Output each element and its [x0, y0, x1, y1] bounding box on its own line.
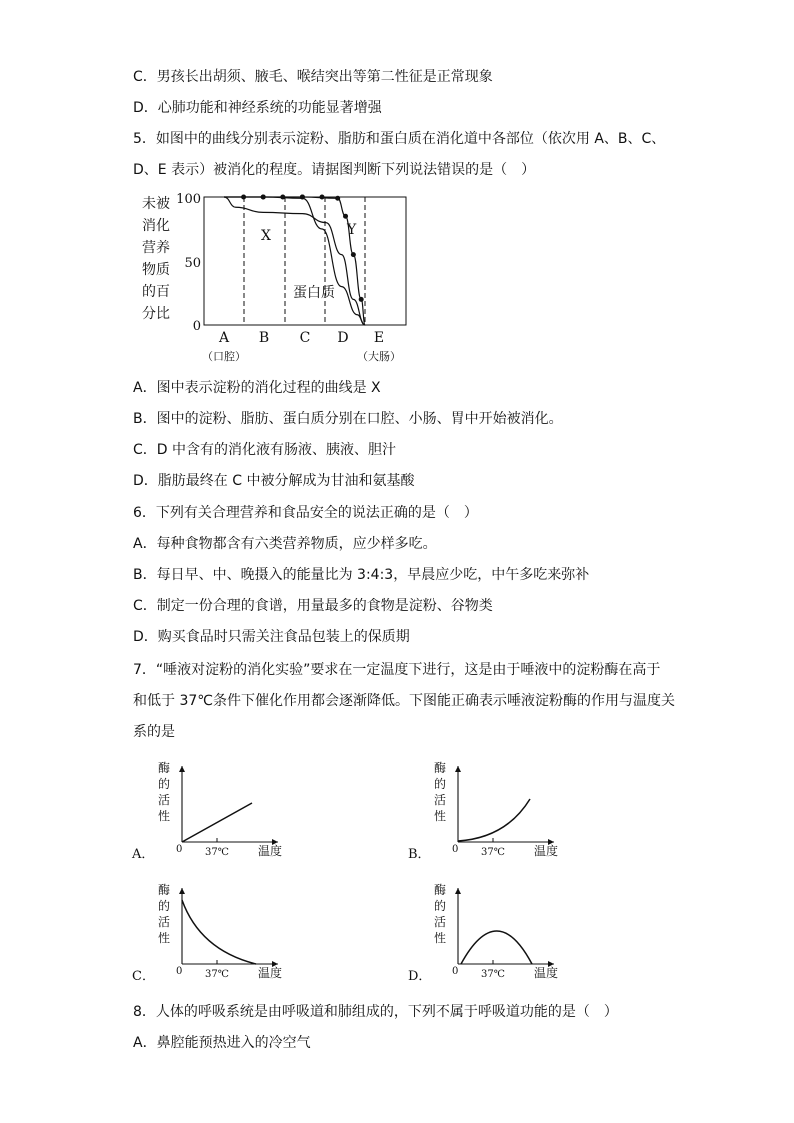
y-axis-arrow — [455, 766, 461, 772]
xsub-large-intestine: （大肠） — [357, 350, 401, 363]
q6-option-a: A．每种食物都含有六类营养物质，应少样多吃。 — [133, 536, 437, 552]
enzyme-ylabel-line: 酶 — [433, 883, 447, 897]
enzyme-ylabel-line: 的 — [433, 899, 447, 913]
xtick-37: 37℃ — [205, 847, 229, 858]
enzyme-curve — [182, 900, 256, 964]
xtick-37: 37℃ — [481, 969, 505, 980]
enzyme-ylabel-line: 酶 — [157, 883, 171, 897]
option-label-a: A． — [132, 847, 155, 862]
enzyme-ylabel-line: 活 — [157, 915, 171, 929]
q7-stem-line2: 和低于 37℃条件下催化作用都会逐渐降低。下图能正确表示唾液淀粉酶的作用与温度关 — [133, 693, 675, 709]
q5-stem-line1: 5．如图中的曲线分别表示淀粉、脂肪和蛋白质在消化道中各部位（依次用 A、B、C、 — [133, 131, 666, 147]
label-protein: 蛋白质 — [293, 285, 335, 301]
q5-option-c: C．D 中含有的消化液有肠液、胰液、胆汁 — [133, 442, 397, 458]
y-curve-dot — [359, 297, 364, 302]
enzyme-chart-b — [406, 758, 566, 868]
ylabel-line: 消化 — [142, 218, 170, 234]
q5-option-a: A．图中表示淀粉的消化过程的曲线是 X — [133, 380, 381, 396]
digestion-chart — [138, 188, 418, 368]
curve-labels — [261, 222, 357, 301]
xlabel-temperature: 温度 — [258, 966, 283, 980]
enzyme-ylabel-line: 性 — [157, 809, 171, 823]
q4-option-c: C．男孩长出胡须、腋毛、喉结突出等第二性征是正常现象 — [133, 69, 493, 85]
enzyme-chart-a — [130, 758, 290, 868]
xtick-e: E — [373, 330, 385, 346]
q4-option-d: D．心肺功能和神经系统的功能显著增强 — [133, 100, 382, 116]
xlabel-temperature: 温度 — [534, 844, 559, 858]
q5-option-d: D．脂肪最终在 C 中被分解成为甘油和氨基酸 — [133, 473, 415, 489]
plot-frame — [204, 197, 406, 325]
origin-label: 0 — [452, 966, 459, 977]
enzyme-ylabel-line: 性 — [433, 931, 447, 945]
xsub-mouth: （口腔） — [202, 350, 246, 363]
ylabel-line: 的百 — [142, 284, 170, 300]
enzyme-curve — [182, 803, 252, 842]
label-y: Y — [347, 222, 357, 238]
ylabel-line: 未被 — [142, 196, 170, 212]
y-axis-arrow — [179, 766, 185, 772]
origin-label: 0 — [176, 844, 183, 855]
q6-option-b: B．每日早、中、晚摄入的能量比为 3:4:3，早晨应少吃，中午多吃来弥补 — [133, 567, 590, 583]
enzyme-chart-d — [406, 880, 566, 990]
enzyme-ylabel-line: 活 — [433, 915, 447, 929]
enzyme-curve — [458, 799, 530, 841]
xtick-c: C — [299, 330, 311, 346]
ytick-0: 0 — [192, 319, 201, 334]
enzyme-ylabel-line: 活 — [157, 793, 171, 807]
q8-stem: 8．人体的呼吸系统是由呼吸道和肺组成的，下列不属于呼吸道功能的是（ ） — [133, 1004, 618, 1020]
ylabel-line: 物质 — [142, 262, 170, 278]
enzyme-ylabel-line: 酶 — [433, 761, 447, 775]
digestion-curves — [224, 195, 365, 326]
enzyme-ylabel-line: 的 — [157, 899, 171, 913]
y-curve-dot — [320, 195, 325, 200]
xlabel-temperature: 温度 — [258, 844, 283, 858]
q6-stem: 6．下列有关合理营养和食品安全的说法正确的是（ ） — [133, 505, 478, 521]
q6-option-d: D．购买食品时只需关注食品包装上的保质期 — [133, 629, 410, 645]
origin-label: 0 — [176, 966, 183, 977]
ytick-100: 100 — [176, 192, 201, 207]
digestion-ylabel — [142, 195, 170, 322]
enzyme-ylabel-line: 性 — [157, 931, 171, 945]
y-axis-arrow — [455, 888, 461, 894]
enzyme-ylabel-line: 的 — [157, 777, 171, 791]
enzyme-curve — [461, 931, 532, 964]
ylabel-line: 营养 — [142, 240, 170, 256]
xtick-a: A — [218, 330, 230, 346]
option-label-c: C． — [132, 969, 155, 984]
enzyme-ylabel-line: 的 — [433, 777, 447, 791]
xtick-37: 37℃ — [205, 969, 229, 980]
option-label-b: B． — [408, 847, 431, 862]
q7-stem-line3: 系的是 — [133, 724, 175, 740]
q7-stem-line1: 7．“唾液对淀粉的消化实验”要求在一定温度下进行，这是由于唾液中的淀粉酶在高于 — [133, 662, 661, 678]
y-curve-dot — [351, 252, 356, 257]
q8-option-a: A．鼻腔能预热进入的冷空气 — [133, 1035, 311, 1051]
xtick-37: 37℃ — [481, 847, 505, 858]
enzyme-ylabel-line: 活 — [433, 793, 447, 807]
y-curve-dot — [343, 214, 348, 219]
ytick-50: 50 — [184, 256, 201, 271]
q5-option-b: B．图中的淀粉、脂肪、蛋白质分别在口腔、小肠、胃中开始被消化。 — [133, 411, 563, 427]
xtick-d: D — [337, 330, 349, 346]
y-curve-dot — [335, 196, 340, 201]
origin-label: 0 — [452, 844, 459, 855]
q6-option-c: C．制定一份合理的食谱，用量最多的食物是淀粉、谷物类 — [133, 598, 493, 614]
enzyme-ylabel-line: 性 — [433, 809, 447, 823]
q5-stem-line2: D、E 表示）被消化的程度。请据图判断下列说法错误的是（ ） — [133, 162, 536, 178]
xlabel-temperature: 温度 — [534, 966, 559, 980]
x-ticks — [218, 330, 384, 346]
label-x: X — [261, 228, 271, 244]
ylabel-line: 分比 — [142, 306, 170, 322]
option-label-d: D． — [408, 969, 432, 984]
enzyme-chart-c — [130, 880, 290, 990]
enzyme-ylabel-line: 酶 — [157, 761, 171, 775]
xtick-b: B — [258, 330, 270, 346]
y-axis-arrow — [179, 888, 185, 894]
